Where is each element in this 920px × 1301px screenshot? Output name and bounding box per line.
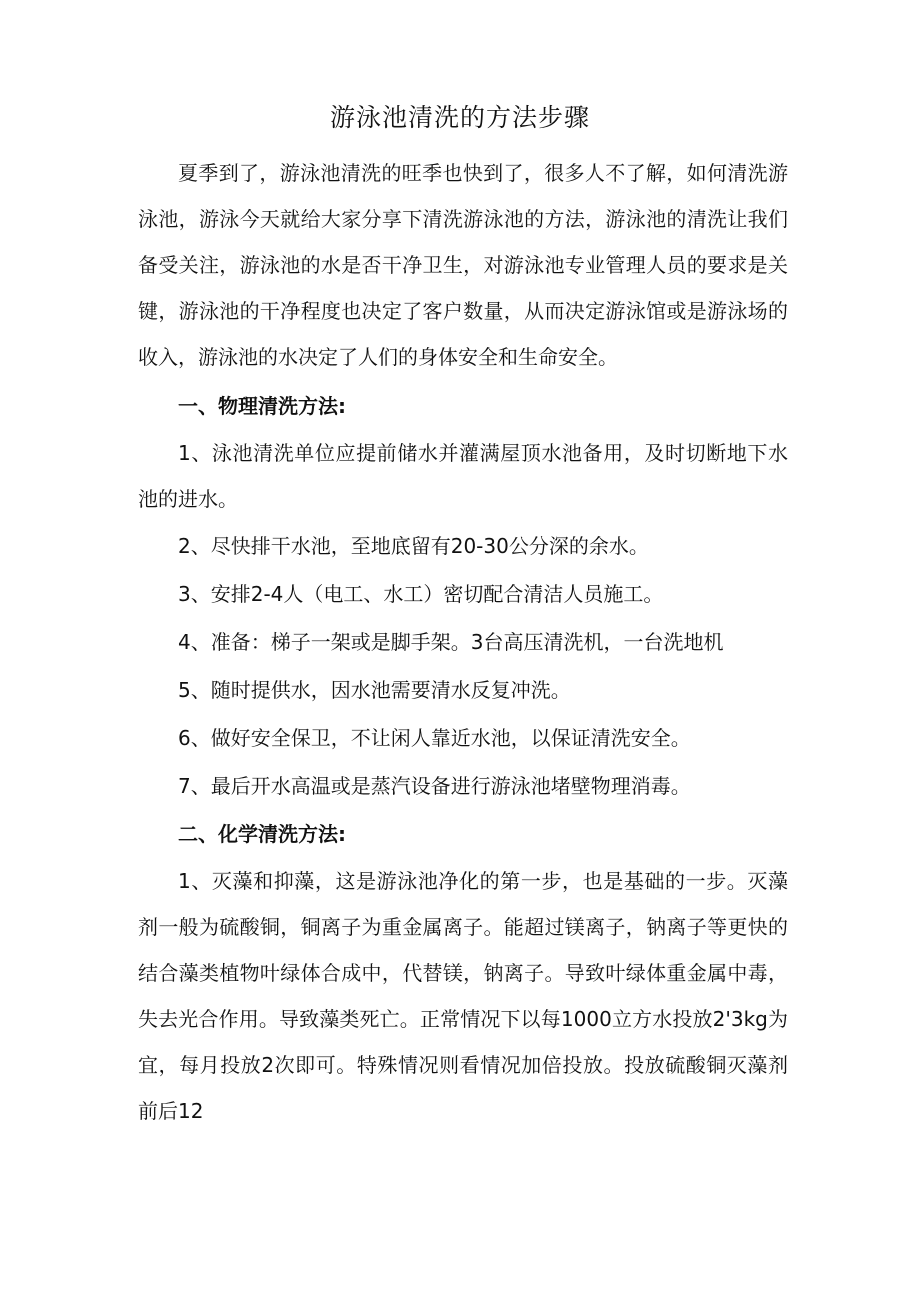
document-title: 游泳池清洗的方法步骤 (329, 103, 590, 132)
intro-paragraph: 夏季到了，游泳池清洗的旺季也快到了，很多人不了解，如何清洗游泳池，游泳今天就给大家分享下清洗游泳池的方法，游泳池的清洗让我们备受关注，游泳池的水是否干净卫生，对游泳池专业管理人员的要求是关键，游泳池的干净程度也决定了客户数量，从而决定游泳馆或是游泳场的收入，游泳池的水决定了人们的身体安全和生命安全。 (138, 161, 788, 369)
list-item: 1、灭藻和抑藻，这是游泳池净化的第一步，也是基础的一步。灭藻剂一般为硫酸铜，铜离子为重金属离子。能超过镁离子，钠离子等更快的结合藻类植物叶绿体合成中，代替镁，钠离子。导致叶绿体重金属中毒，失去光合作用。导致藻类死亡。正常情况下以每1000立方水投放2'3kg为宜，每月投放2次即可。特殊情况则看情况加倍投放。投放硫酸铜灭藻剂前后12 (138, 869, 788, 1123)
list-item: 1、泳池清洗单位应提前储水并灌满屋顶水池备用，及时切断地下水池的进水。 (138, 441, 788, 511)
list-item: 2、尽快排干水池，至地底留有20-30公分深的余水。 (178, 534, 649, 558)
section-heading: 一、物理清洗方法: (178, 394, 346, 418)
section-heading: 二、化学清洗方法: (178, 822, 346, 846)
list-item: 7、最后开水高温或是蒸汽设备进行游泳池堵壁物理消毒。 (178, 774, 691, 798)
section-chemical-cleaning (138, 810, 788, 1134)
list-item: 3、安排2-4人（电工、水工）密切配合清洁人员施工。 (178, 582, 664, 606)
list-item: 5、随时提供水，因水池需要清水反复冲洗。 (178, 678, 571, 702)
document-body (138, 150, 788, 1134)
section-physical-cleaning (138, 382, 788, 810)
list-item: 6、做好安全保卫，不让闲人靠近水池，以保证清洗安全。 (178, 726, 691, 750)
list-item: 4、准备：梯子一架或是脚手架。3台高压清洗机，一台洗地机 (178, 630, 724, 654)
